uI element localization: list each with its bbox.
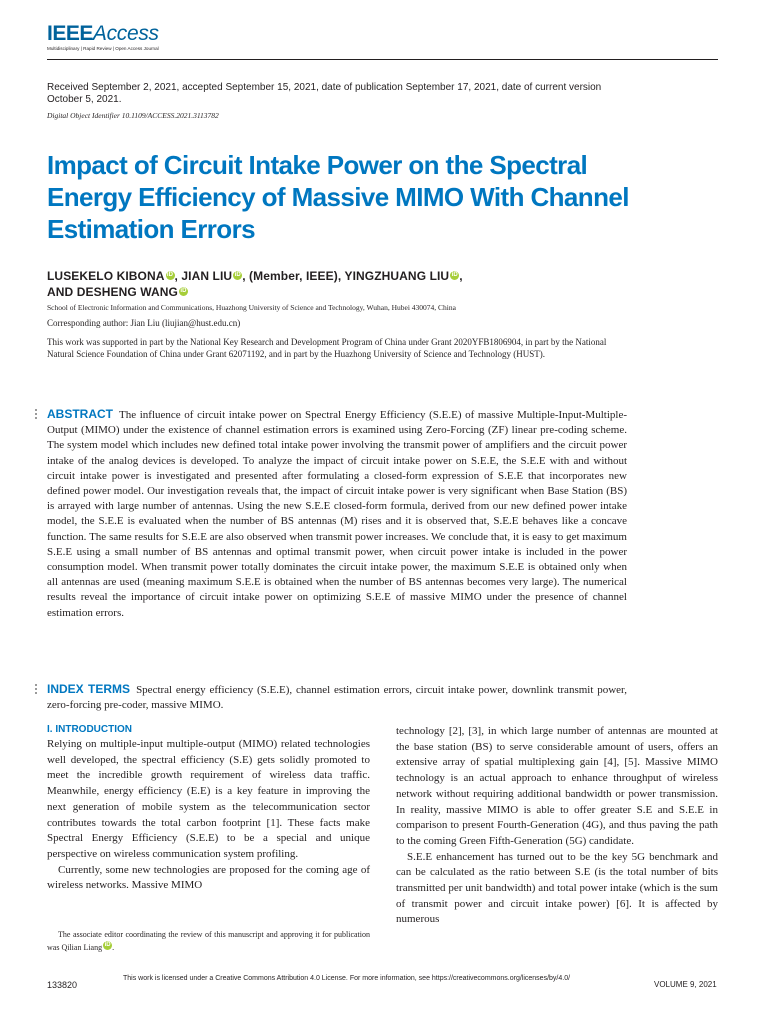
corresponding-author: Corresponding author: Jian Liu (liujian@hust.edu.cn) <box>47 318 241 328</box>
logo-tagline: Multidisciplinary | Rapid Review | Open Access Journal <box>47 46 159 51</box>
author-1: LUSEKELO KIBONA <box>47 269 165 283</box>
orcid-icon[interactable]: iD <box>166 272 174 278</box>
author-2: , JIAN LIU <box>174 269 233 283</box>
author-sep: , <box>459 269 463 283</box>
logo-access: Access <box>92 22 159 45</box>
abstract-text: The influence of circuit intake power on Spectral Energy Efficiency (S.E.E) of massive Multiple-Input-Multiple-Output (MIMO) under the existence of channel estimation errors is examined using Zero-Forcing (ZF) linear pre-coding scheme. The system model which includes new defined total intake power involving the transmit power of amplifiers and the circuit power intake of the analog devices is developed. To analyze the impact of circuit intake power on S.E.E, the S.E.E with and without circuit intake power is investigated and presented after formulating a closed-form expression of S.E.E that incorporates new defined power model. Our investigation reveals that, the impact of circuit intake power is very significant when Base Station (BS) is arrayed with large number of antennas. Using the new S.E.E closed-form formula, derived from our new defined power intake model, the S.E.E is evaluated when the number of BS antennas (M) rises and it is observed that, S.E.E behaves like a concave function. The same results for S.E.E are also observed when transmit power increases. We conclude that, it is easy to get maximum S.E.E using a small number of BS antennas and optimal transmit power, when circuit power intake is included in the power consumption model. When transmit power totally dominates the circuit intake power, the maximum S.E.E is obtained only when all antennas are used (meaning maximum S.E.E is obtained when the number of BS antennas becomes very large). The numerical results reveal the importance of circuit intake power on optimizing S.E.E of massive MIMO under the presence of channel estimation errors. <box>47 409 627 619</box>
dots-icon <box>35 409 38 421</box>
index-terms-label: INDEX TERMS <box>47 682 131 696</box>
license-note: This work is licensed under a Creative Commons Attribution 4.0 License. For more information, see https://creativecommons.org/licenses/by/4.0/ <box>123 975 571 982</box>
footnote-text: The associate editor coordinating the review of this manuscript and approving it for publication was Qilian Liang <box>47 930 370 952</box>
editor-footnote: The associate editor coordinating the review of this manuscript and approving it for publication was Qilian Liang iD . <box>47 930 370 952</box>
paper-title: Impact of Circuit Intake Power on the Spectral Energy Efficiency of Massive MIMO With Channel Estimation Errors <box>47 150 629 244</box>
received-dates: Received September 2, 2021, accepted September 15, 2021, date of publication September 17, 2021, date of current version October 5, 2021. <box>47 82 602 105</box>
dots-icon <box>35 684 38 696</box>
author-4: AND DESHENG WANG <box>47 285 178 299</box>
paragraph: Currently, some new technologies are proposed for the coming age of wireless networks. Massive MIMO <box>47 863 370 892</box>
orcid-icon[interactable]: iD <box>104 941 111 948</box>
author-list <box>47 268 727 300</box>
orcid-icon[interactable]: iD <box>451 272 458 278</box>
doi: Digital Object Identifier 10.1109/ACCESS.2021.3113782 <box>47 111 219 120</box>
page-number: 133820 <box>47 980 78 990</box>
column-right <box>396 724 718 928</box>
affiliation: School of Electronic Information and Communications, Huazhong University of Science and Technology, Wuhan, Hubei 430074, China <box>47 303 456 312</box>
paragraph: Relying on multiple-input multiple-output (MIMO) related technologies well developed, the spectral efficiency (S.E) gets solidly promoted to meet the incredible growth requirement of wireless data traffic. Meanwhile, energy efficiency (E.E) is a key feature in improving the next generation of mobile system as the telecommunication sector contributes towards the total carbon footprint [1]. These facts make Spectral Energy Efficiency (S.E.E) to be a special and unique perspective on wireless communication system profiling. <box>47 738 370 860</box>
logo-ieee: IEEE <box>47 22 93 45</box>
paragraph: technology [2], [3], in which large number of antennas are mounted at the base station (BS) to serve considerable amount of users, offers an extensive array of spatial multiplexing gain [4], [5]. Massive MIMO technology is an actual approach to enhance throughput of wireless network without requiring additional bandwidth or power transmission. In reality, massive MIMO is able to offer greater S.E and S.E.E in comparison to present Fourth-Generation (4G), and thus paving the path to the coming Green Fifth-Generation (5G) candidate. <box>396 725 718 847</box>
abstract <box>47 407 627 621</box>
volume-info: VOLUME 9, 2021 <box>654 980 717 989</box>
header-rule <box>47 59 718 60</box>
column-left <box>47 724 370 894</box>
journal-logo <box>47 22 159 51</box>
index-terms <box>47 682 627 713</box>
funding-note: This work was supported in part by the National Key Research and Development Program of China under Grant 2020YFB1806904, in part by the National Natural Science Foundation of China under Grant 62071192, and in part by the Huazhong University of Science and Technology (HUST). <box>47 337 607 359</box>
author-3: , (Member, IEEE), YINGZHUANG LIU <box>242 269 450 283</box>
orcid-icon[interactable]: iD <box>180 288 187 294</box>
index-terms-text: Spectral energy efficiency (S.E.E), channel estimation errors, circuit intake power, downlink transmit power, zero-forcing pre-coder, massive MIMO. <box>47 684 627 712</box>
paragraph: S.E.E enhancement has turned out to be the key 5G benchmark and can be calculated as the ratio between S.E (is the total number of bits transmitted per unit bandwidth) and total power intake (which is the sum of transmit power and circuit intake power) [6]. It is affected by numerous <box>396 850 718 926</box>
orcid-icon[interactable]: iD <box>234 272 241 278</box>
abstract-label: ABSTRACT <box>47 407 113 421</box>
section-heading: I. INTRODUCTION <box>47 724 132 735</box>
